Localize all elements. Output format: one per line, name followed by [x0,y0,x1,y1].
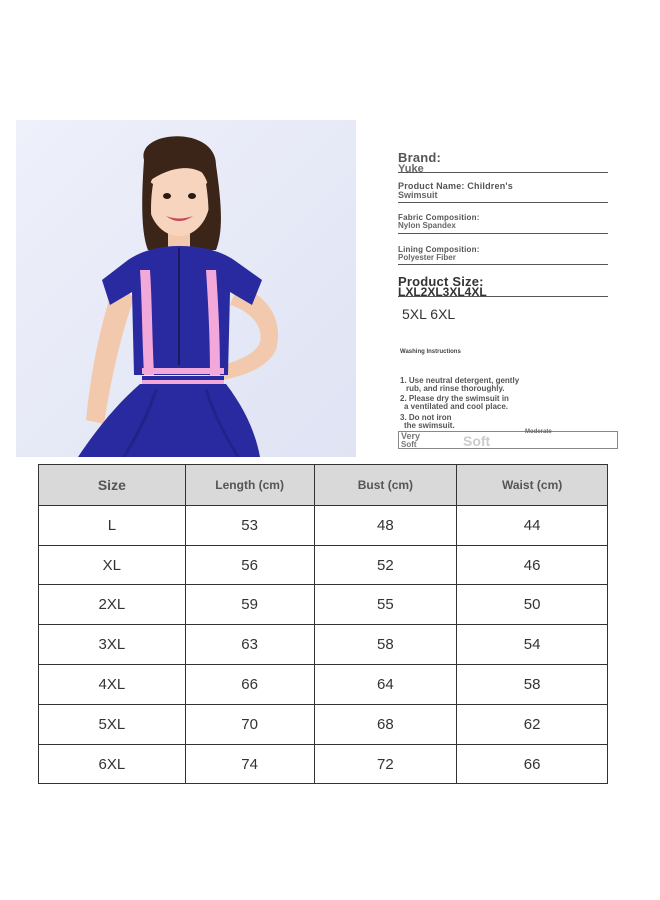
product-photo [16,120,356,457]
wash-line: 3. Do not iron [400,413,452,422]
size-cell: 5XL [39,705,186,745]
length-cell: 56 [185,546,314,585]
softness-soft-small: Soft [401,440,417,449]
brand-label: Brand: [398,150,442,165]
fabric-field [398,214,608,230]
divider [398,296,608,297]
waist-cell: 46 [457,546,608,585]
product-name-label: Product Name: Children's [398,181,513,191]
product-size-line2: 5XL 6XL [402,306,456,322]
waist-cell: 62 [457,705,608,745]
wash-line: 2. Please dry the swimsuit in [400,394,509,403]
wash-line: a ventilated and cool place. [404,402,509,411]
bust-cell: 68 [314,705,457,745]
brand-field [398,152,608,174]
length-cell: 63 [185,625,314,665]
lining-field [398,246,608,262]
table-row [39,665,608,705]
length-cell: 53 [185,506,314,546]
divider [398,202,608,203]
waist-cell: 66 [457,745,608,784]
waist-cell: 54 [457,625,608,665]
length-cell: 66 [185,665,314,705]
softness-soft: Soft [463,433,491,449]
size-cell: 4XL [39,665,186,705]
bust-cell: 64 [314,665,457,705]
length-cell: 70 [185,705,314,745]
bust-cell: 55 [314,585,457,625]
product-size-field [398,276,608,298]
header-bust: Bust (cm) [314,465,457,506]
size-cell: 6XL [39,745,186,784]
washing-instructions-title: Washing Instructions [400,349,461,355]
length-cell: 74 [185,745,314,784]
girl-swimsuit-image [16,120,356,457]
header-length: Length (cm) [185,465,314,506]
lining-value: Polyester Fiber [398,253,456,262]
waist-cell: 58 [457,665,608,705]
table-row [39,546,608,585]
table-header-row [39,465,608,506]
header-size: Size [39,465,186,506]
wash-line: the swimsuit. [404,421,455,430]
header-waist: Waist (cm) [457,465,608,506]
table-row [39,506,608,546]
table-row [39,705,608,745]
bust-cell: 72 [314,745,457,784]
waist-cell: 50 [457,585,608,625]
waist-cell: 44 [457,506,608,546]
bust-cell: 48 [314,506,457,546]
wash-line: rub, and rinse thoroughly. [406,384,505,393]
size-cell: L [39,506,186,546]
divider [398,172,608,173]
fabric-value: Nylon Spandex [398,221,456,230]
size-chart-table [38,464,608,784]
softness-very: Very [401,431,421,441]
lining-label: Lining Composition: [398,245,480,254]
size-cell: 3XL [39,625,186,665]
length-cell: 59 [185,585,314,625]
table-row [39,585,608,625]
softness-moderate: Moderate [525,429,552,435]
brand-value: Yuke [398,163,424,175]
size-cell: 2XL [39,585,186,625]
divider [398,233,608,234]
product-size-label: Product Size: [398,274,484,289]
product-size-line1: LXL2XL3XL4XL [398,285,487,299]
softness-scale [398,431,618,449]
bust-cell: 58 [314,625,457,665]
wash-line: 1. Use neutral detergent, gently [400,376,520,385]
fabric-label: Fabric Composition: [398,213,480,222]
product-name-field [398,182,608,199]
product-name-value: Swimsuit [398,190,438,200]
table-row [39,625,608,665]
divider [398,264,608,265]
table-row [39,745,608,784]
bust-cell: 52 [314,546,457,585]
size-cell: XL [39,546,186,585]
